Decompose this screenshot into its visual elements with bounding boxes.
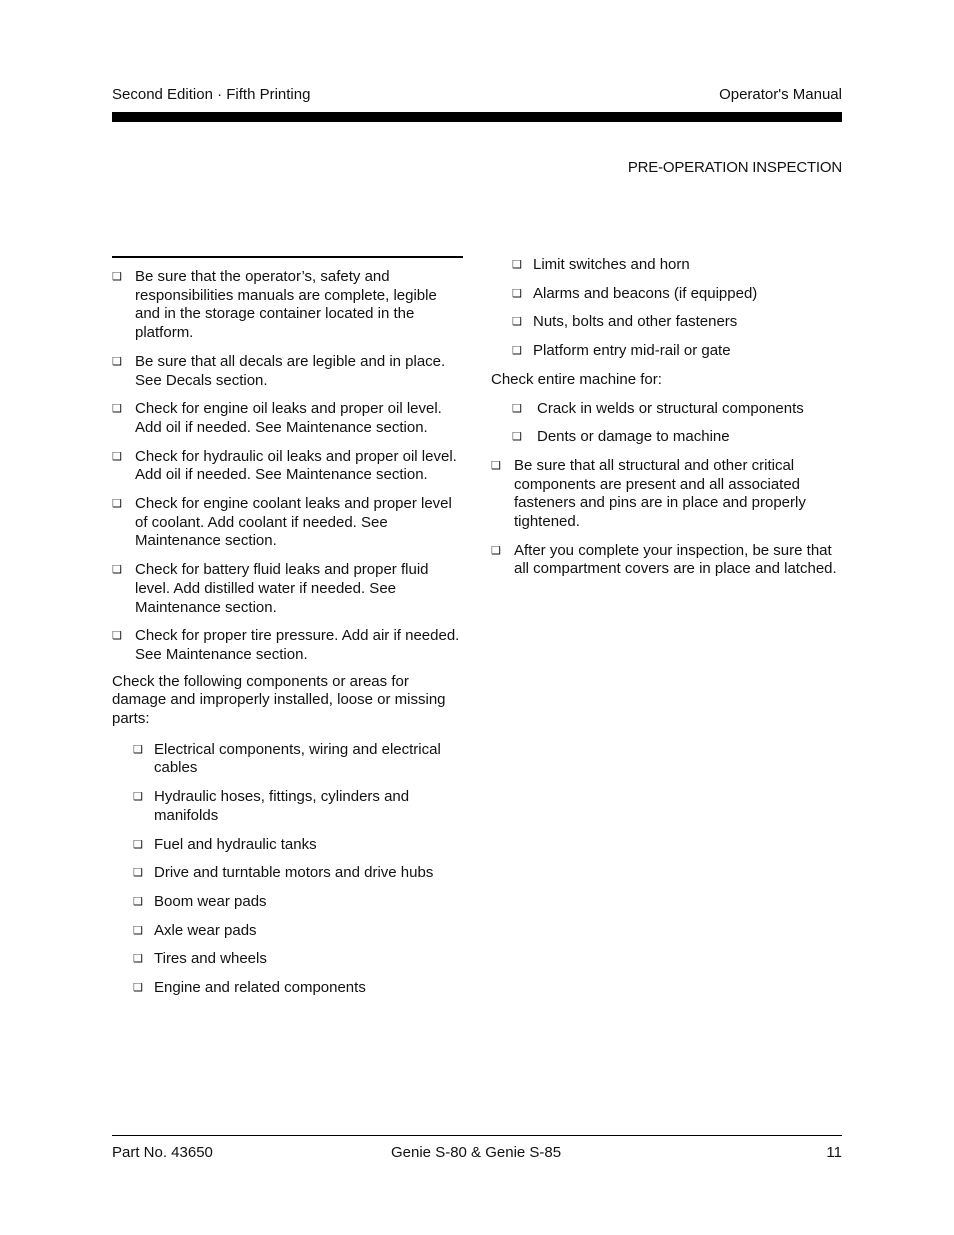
inspection-item-text: Check for hydraulic oil leaks and proper oil level. Add oil if needed. See Maintenance section.	[135, 447, 457, 484]
checkbox-icon: ❑	[491, 459, 501, 472]
inspection-item	[112, 561, 463, 617]
checkbox-icon: ❑	[512, 287, 522, 300]
checkbox-icon: ❑	[491, 544, 501, 557]
footer-part-number: Part No. 43650	[112, 1144, 213, 1161]
component-item-text: Hydraulic hoses, fittings, cylinders and manifolds	[154, 788, 410, 824]
inspection-item	[112, 627, 463, 664]
component-item	[133, 979, 463, 998]
right-column	[491, 256, 842, 589]
inspection-item-text: Check for proper tire pressure. Add air if needed. See Maintenance section.	[135, 627, 460, 663]
header-edition: Second Edition · Fifth Printing	[112, 86, 311, 103]
inspection-item	[112, 400, 463, 437]
component-item	[512, 256, 842, 275]
checkbox-icon: ❑	[133, 953, 143, 966]
checkbox-icon: ❑	[133, 838, 143, 851]
checkbox-icon: ❑	[133, 791, 143, 804]
checkbox-icon: ❑	[112, 564, 122, 577]
machine-check-item-text: Crack in welds or structural components	[537, 399, 804, 417]
checkbox-icon: ❑	[512, 431, 522, 444]
checkbox-icon: ❑	[133, 895, 143, 908]
page-number: 11	[826, 1144, 842, 1161]
checkbox-icon: ❑	[512, 259, 522, 271]
machine-check-item-text: Dents or damage to machine	[537, 428, 730, 446]
component-item	[133, 864, 463, 883]
component-item	[133, 836, 463, 855]
component-item-text: Platform entry mid-rail or gate	[533, 342, 731, 360]
components-intro: Check the following components or areas for damage and improperly installed, loose or missing parts:	[112, 672, 446, 728]
footer-rule	[112, 1135, 842, 1136]
inspection-item	[491, 457, 842, 532]
component-item-text: Limit switches and horn	[533, 256, 690, 273]
machine-check-item	[512, 400, 842, 419]
component-item	[133, 788, 463, 825]
component-item-text: Engine and related components	[154, 979, 366, 997]
inspection-item-text: Check for battery fluid leaks and proper fluid level. Add distilled water if needed. See Maintenance section.	[135, 561, 429, 616]
inspection-item-text: Be sure that all structural and other critical components are present and all associated fasteners and pins are in place and properly tightened.	[514, 456, 806, 531]
components-list-continued	[512, 256, 842, 361]
component-item	[133, 950, 463, 969]
checkbox-icon: ❑	[133, 867, 143, 880]
checkbox-icon: ❑	[112, 403, 122, 416]
section-title: PRE-OPERATION INSPECTION	[627, 159, 842, 176]
component-item	[133, 741, 463, 778]
component-item	[512, 285, 842, 304]
inspection-item-text: Check for engine oil leaks and proper oil level. Add oil if needed. See Maintenance section.	[135, 400, 442, 436]
checkbox-icon: ❑	[133, 982, 143, 995]
header-manual-title: Operator's Manual	[719, 86, 842, 103]
checkbox-icon: ❑	[112, 450, 122, 463]
component-item	[512, 313, 842, 332]
component-item	[133, 893, 463, 912]
checkbox-icon: ❑	[133, 924, 143, 937]
footer-model: Genie S-80 & Genie S-85	[391, 1144, 562, 1161]
inspection-item	[491, 542, 842, 579]
checkbox-icon: ❑	[133, 743, 143, 756]
inspection-item	[112, 353, 463, 390]
component-item-text: Alarms and beacons (if equipped)	[533, 284, 758, 302]
checkbox-icon: ❑	[112, 498, 122, 511]
component-item-text: Nuts, bolts and other fasteners	[533, 313, 738, 331]
checkbox-icon: ❑	[112, 271, 122, 283]
component-item-text: Electrical components, wiring and electrical cables	[154, 740, 441, 777]
machine-check-item	[512, 428, 842, 447]
left-column	[112, 256, 463, 1008]
component-item	[133, 922, 463, 941]
component-item-text: Boom wear pads	[154, 892, 267, 910]
checkbox-icon: ❑	[512, 345, 522, 358]
checkbox-icon: ❑	[112, 355, 122, 368]
inspection-item	[112, 268, 463, 343]
components-list	[133, 741, 463, 998]
machine-check-list	[512, 400, 842, 447]
inspection-item-text: Be sure that the operator’s, safety and responsibilities manuals are complete, legible and in the storage container located in the platform.	[135, 268, 437, 342]
inspection-item-text: After you complete your inspection, be sure that all compartment covers are in place and latched.	[514, 541, 837, 578]
inspection-list	[112, 268, 463, 665]
component-item-text: Drive and turntable motors and drive hubs	[154, 864, 434, 882]
machine-intro: Check entire machine for:	[491, 370, 662, 388]
inspection-item-text: Check for engine coolant leaks and proper level of coolant. Add coolant if needed. See Maintenance section.	[135, 495, 452, 550]
checkbox-icon: ❑	[512, 316, 522, 329]
inspection-item	[112, 495, 463, 551]
component-item-text: Fuel and hydraulic tanks	[154, 835, 317, 853]
component-item-text: Tires and wheels	[154, 950, 267, 968]
checkbox-icon: ❑	[112, 630, 122, 643]
inspection-item	[112, 448, 463, 485]
inspection-item-text: Be sure that all decals are legible and in place. See Decals section.	[135, 352, 446, 389]
final-inspection-list	[491, 457, 842, 579]
column-rule	[112, 256, 463, 258]
component-item-text: Axle wear pads	[154, 921, 257, 939]
checkbox-icon: ❑	[512, 402, 522, 415]
header-bar	[112, 112, 842, 122]
component-item	[512, 342, 842, 361]
